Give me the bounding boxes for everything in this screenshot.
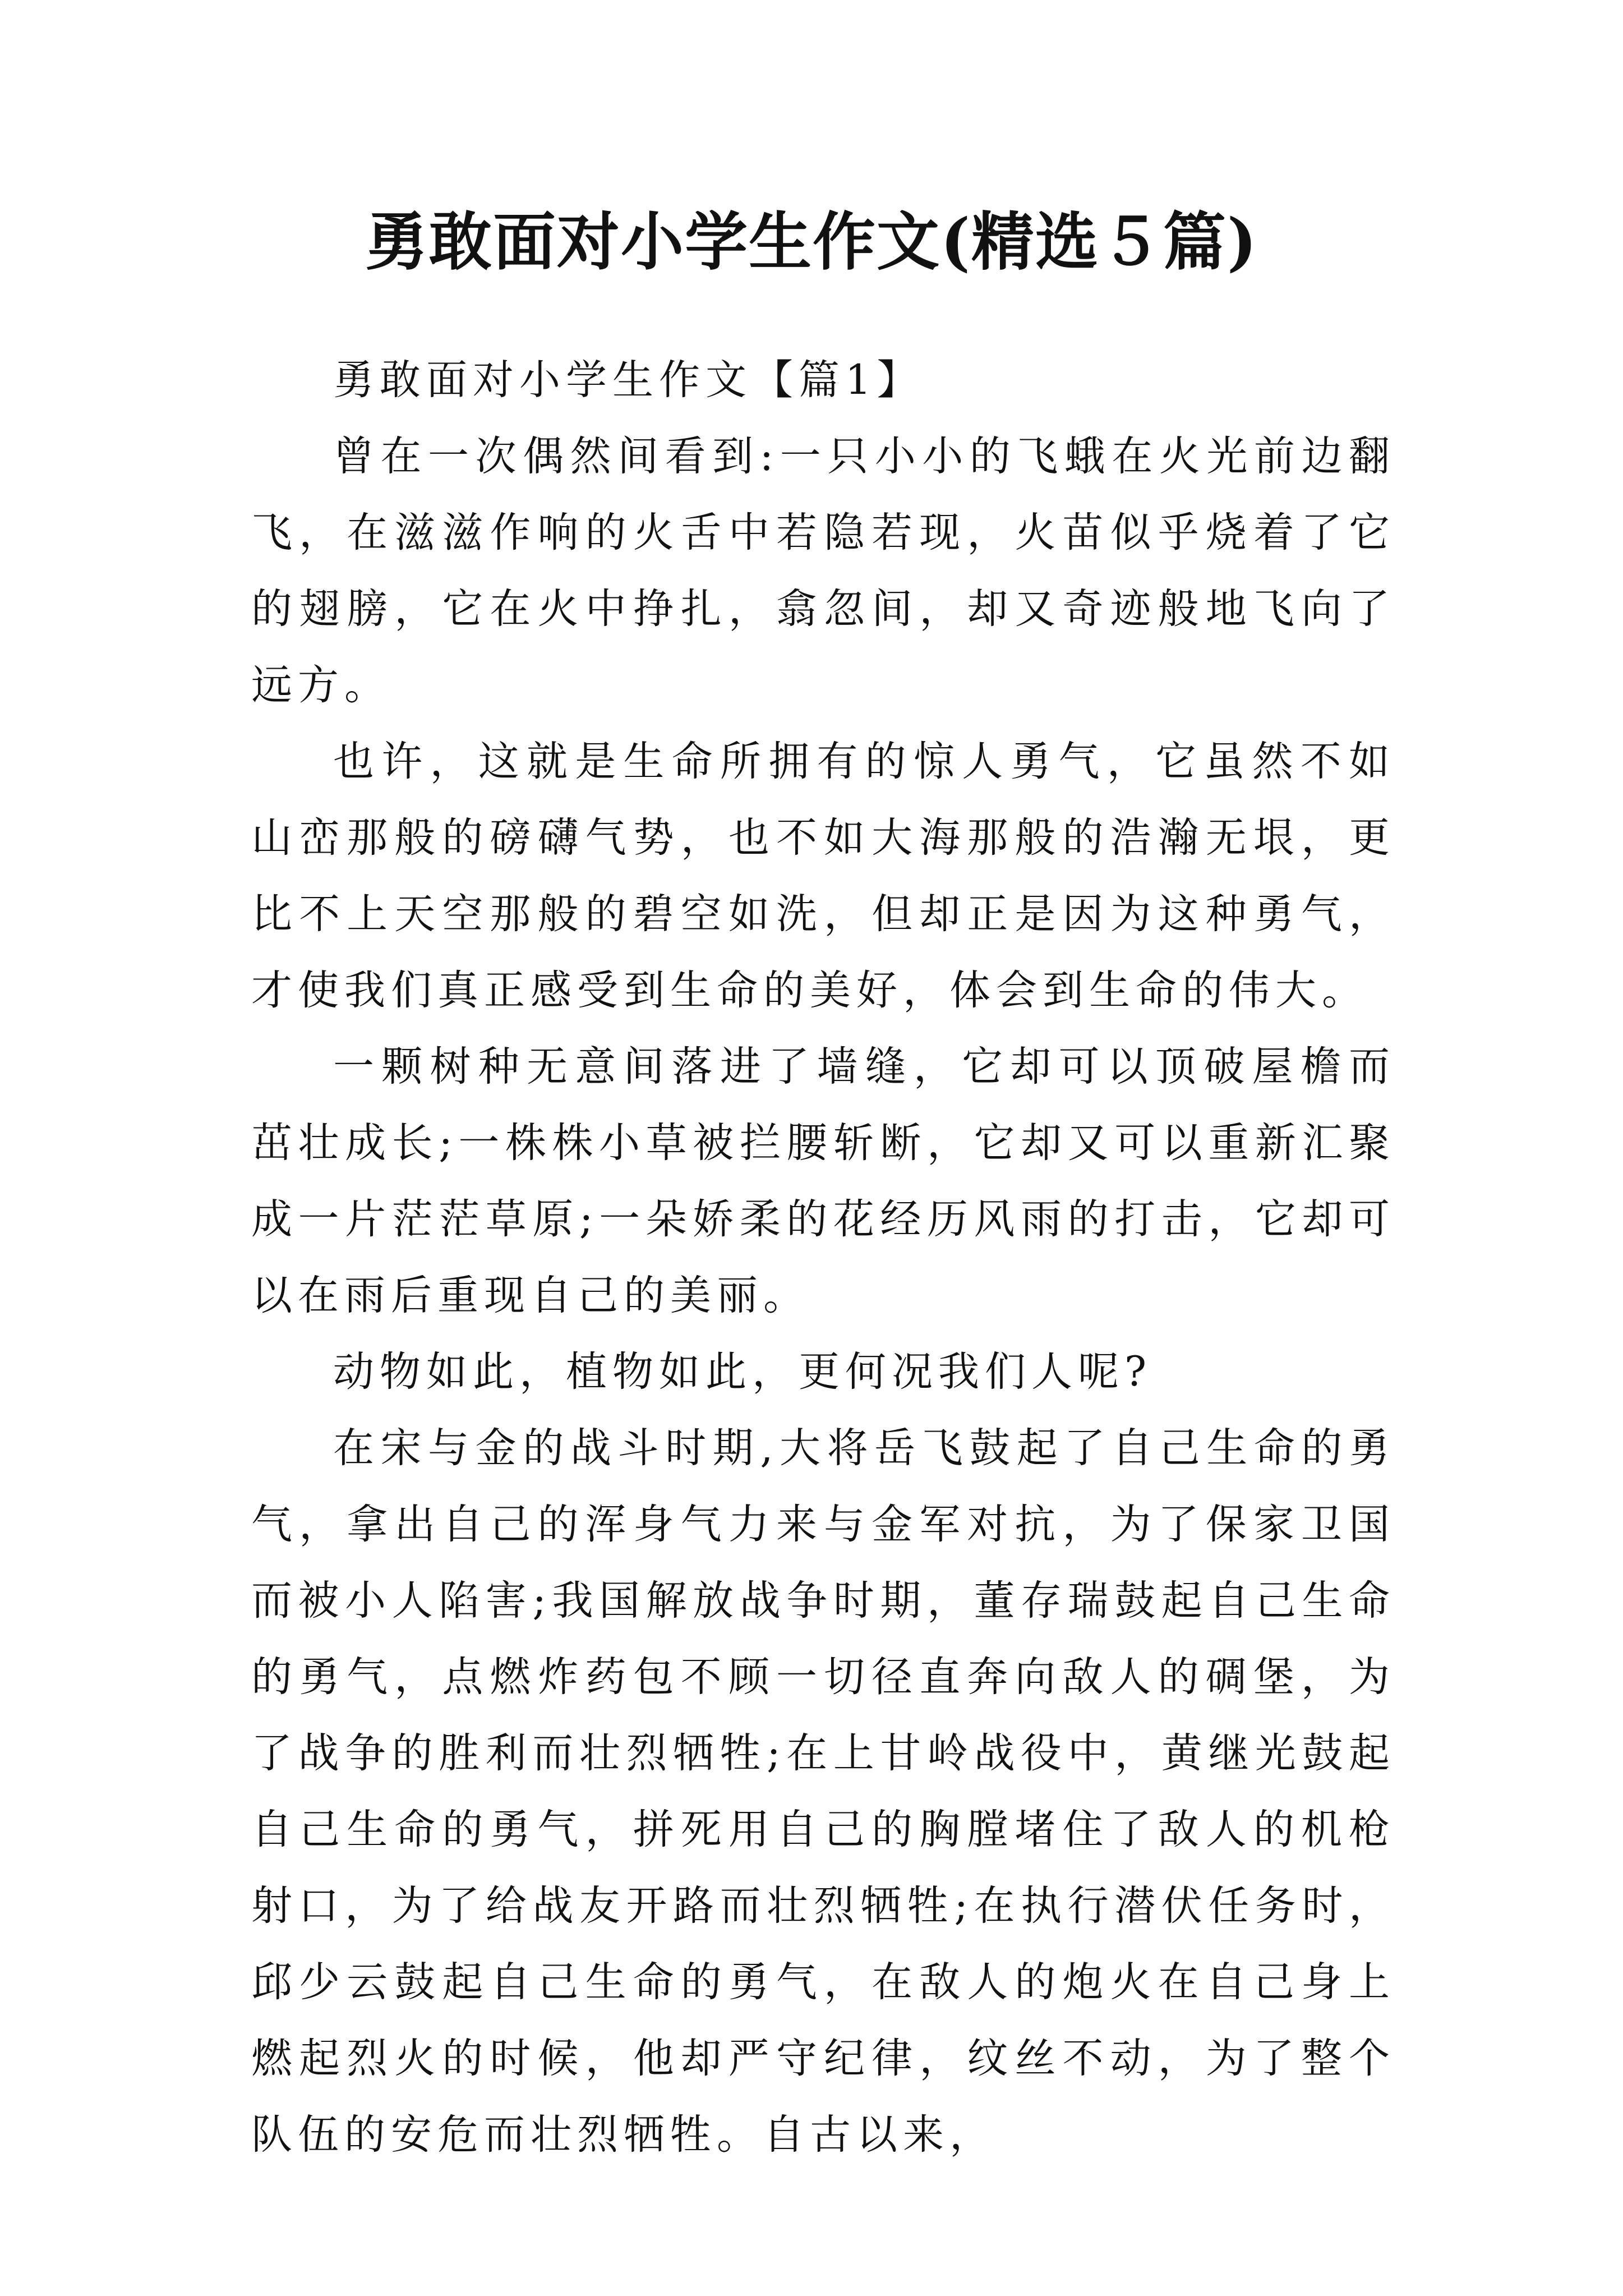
paragraph: 一颗树种无意间落进了墙缝，它却可以顶破屋檐而茁壮成长;一株株小草被拦腰斩断，它却又可以重新汇聚成一片茫茫草原;一朵娇柔的花经历风雨的打击，它却可以在雨后重现自己的美丽。 <box>251 1043 1395 1319</box>
section-heading: 勇敢面对小学生作文【篇1】 <box>333 356 924 404</box>
paragraph: 曾在一次偶然间看到:一只小小的飞蛾在火光前边翻飞，在滋滋作响的火舌中若隐若现，火苗似乎烧着了它的翅膀，它在火中挣扎，翕忽间，却又奇迹般地飞向了远方。 <box>251 432 1395 709</box>
document-body <box>251 342 1395 2173</box>
paragraph: 动物如此，植物如此，更何况我们人呢? <box>333 1348 1152 1396</box>
document-title: 勇敢面对小学生作文(精选５篇) <box>365 205 1258 279</box>
paragraph: 在宋与金的战斗时期,大将岳飞鼓起了自己生命的勇气，拿出自己的浑身气力来与金军对抗，为了保家卫国而被小人陷害;我国解放战争时期，董存瑞鼓起自己生命的勇气，点燃炸药包不顾一切径直奔向敌人的碉堡，为了战争的胜利而壮烈牺牲;在上甘岭战役中，黄继光鼓起自己生命的勇气，拼死用自己的胸膛堵住了敌人的机枪射口，为了给战友开路而壮烈牺牲;在执行潜伏任务时，邱少云鼓起自己生命的勇气，在敌人的炮火在自己身上燃起烈火的时候，他却严守纪律，纹丝不动，为了整个队伍的安危而壮烈牺牲。自古以来， <box>251 1424 1395 2159</box>
paragraph: 也许，这就是生命所拥有的惊人勇气，它虽然不如山峦那般的磅礴气势，也不如大海那般的浩瀚无垠，更比不上天空那般的碧空如洗，但却正是因为这种勇气，才使我们真正感受到生命的美好，体会到生命的伟大。 <box>251 738 1395 1014</box>
